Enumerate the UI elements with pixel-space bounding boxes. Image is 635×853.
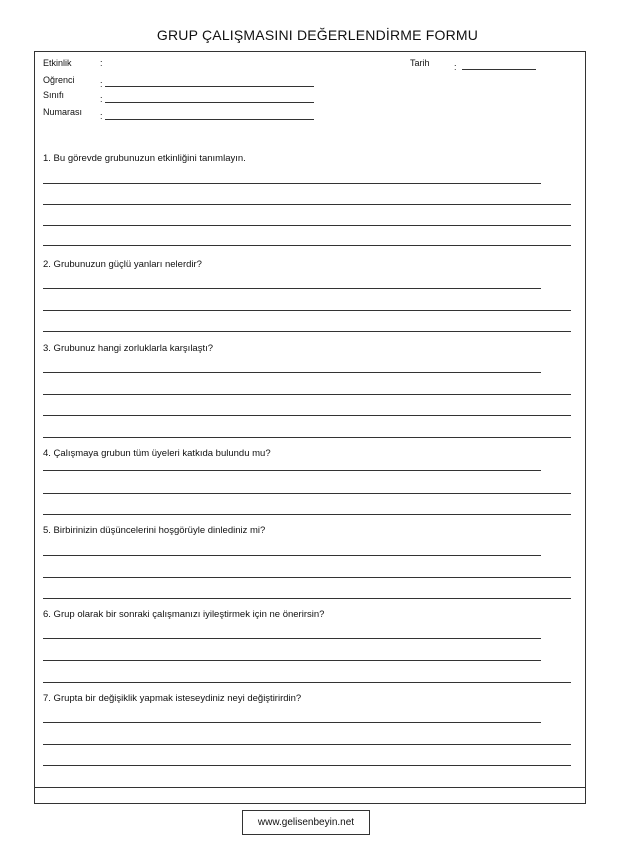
tarih-colon: : (454, 62, 457, 72)
question-3: 3. Grubunuz hangi zorluklarla karşılaştı? (43, 343, 214, 354)
answer-line[interactable] (43, 415, 571, 416)
sinifi-field[interactable] (105, 102, 314, 103)
answer-line[interactable] (43, 310, 571, 311)
frame-divider (34, 787, 586, 788)
answer-line[interactable] (43, 577, 571, 578)
answer-line[interactable] (43, 514, 571, 515)
etkinlik-label: Etkinlik (43, 58, 72, 68)
answer-line[interactable] (43, 331, 571, 332)
numarasi-label: Numarası (43, 107, 83, 117)
numarasi-field[interactable] (105, 119, 314, 120)
website-link[interactable]: www.gelisenbeyin.net (242, 810, 370, 835)
answer-line[interactable] (43, 394, 571, 395)
ogrenci-label: Oğrenci (43, 75, 75, 85)
question-7: 7. Grupta bir değişiklik yapmak isteseydiniz neyi değiştirirdin? (43, 693, 302, 704)
etkinlik-colon: : (100, 58, 103, 68)
answer-line[interactable] (43, 245, 571, 246)
answer-line[interactable] (43, 437, 571, 438)
answer-line[interactable] (43, 493, 571, 494)
numarasi-colon: : (100, 111, 103, 121)
ogrenci-colon: : (100, 79, 103, 89)
answer-line[interactable] (43, 722, 541, 723)
sinifi-colon: : (100, 94, 103, 104)
answer-line[interactable] (43, 660, 541, 661)
tarih-label: Tarih (410, 58, 430, 68)
answer-line[interactable] (43, 638, 541, 639)
question-4: 4. Çalışmaya grubun tüm üyeleri katkıda bulundu mu? (43, 448, 271, 459)
answer-line[interactable] (43, 288, 541, 289)
answer-line[interactable] (43, 598, 571, 599)
answer-line[interactable] (43, 372, 541, 373)
answer-line[interactable] (43, 183, 541, 184)
tarih-field[interactable] (462, 69, 536, 70)
answer-line[interactable] (43, 682, 571, 683)
answer-line[interactable] (43, 555, 541, 556)
answer-line[interactable] (43, 204, 571, 205)
answer-line[interactable] (43, 744, 571, 745)
question-5: 5. Birbirinizin düşüncelerini hoşgörüyle dinlediniz mi? (43, 525, 266, 536)
answer-line[interactable] (43, 225, 571, 226)
ogrenci-field[interactable] (105, 86, 314, 87)
question-1: 1. Bu görevde grubunuzun etkinliğini tanımlayın. (43, 153, 246, 164)
question-2: 2. Grubunuzun güçlü yanları nelerdir? (43, 259, 202, 270)
question-6: 6. Grup olarak bir sonraki çalışmanızı iyileştirmek için ne önerirsin? (43, 609, 325, 620)
form-title: GRUP ÇALIŞMASINI DEĞERLENDİRME FORMU (156, 27, 479, 43)
sinifi-label: Sınıfı (43, 90, 65, 100)
answer-line[interactable] (43, 470, 541, 471)
answer-line[interactable] (43, 765, 571, 766)
